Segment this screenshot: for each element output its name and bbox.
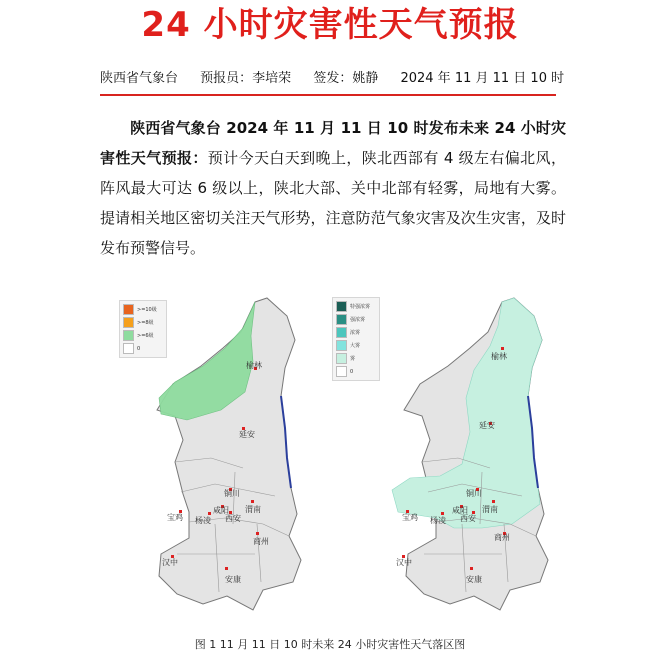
- city-label: 杨凌: [195, 516, 211, 525]
- city-label: 榆林: [246, 361, 262, 370]
- header-divider: [100, 94, 556, 96]
- legend-swatch: [336, 327, 347, 338]
- city-marker: [470, 567, 473, 570]
- legend-item: [123, 316, 163, 329]
- issue-info: [100, 70, 565, 88]
- city-label: 铜川: [224, 489, 240, 498]
- legend-item: [123, 329, 163, 342]
- legend-item: [336, 339, 376, 352]
- forecast-body: 预计今天白天到晚上，陕北西部有 4 级左右偏北风，阵风最大可达 6 级以上，陕北大部、关中北部有轻雾，局地有大雾。提请相关地区密切关注天气形势，注意防范气象灾害及次生灾害，及时发布预警信号。: [100, 149, 566, 257]
- city-label: 西安: [460, 514, 476, 523]
- legend-label: 强浓雾: [350, 317, 366, 323]
- city-label: 杨凌: [430, 516, 446, 525]
- city-label: 榆林: [491, 352, 507, 361]
- legend-item: [123, 303, 163, 316]
- city-marker: [225, 567, 228, 570]
- legend-item: [336, 352, 376, 365]
- forecast-lead: 陕西省气象台 2024 年 11 月 11 日 10 时发布未来 24 小时灾害性天气预报：: [100, 119, 566, 167]
- legend-swatch: [123, 343, 134, 354]
- city-marker: [441, 512, 444, 515]
- legend-item: [336, 326, 376, 339]
- legend-label: 雾: [350, 356, 356, 362]
- city-marker: [501, 347, 504, 350]
- city-marker: [256, 532, 259, 535]
- city-label: 延安: [239, 430, 255, 439]
- city-label: 安康: [466, 575, 482, 584]
- city-label: 咸阳: [213, 506, 229, 515]
- legend-swatch: [123, 330, 134, 341]
- city-marker: [492, 500, 495, 503]
- page-title: 24 小时灾害性天气预报: [141, 5, 519, 45]
- legend-item: [336, 313, 376, 326]
- city-marker: [208, 512, 211, 515]
- legend-swatch: [336, 353, 347, 364]
- issue-time: 2024 年 11 月 11 日 10 时: [400, 71, 565, 86]
- wind-legend: [119, 300, 167, 358]
- legend-item: [336, 365, 376, 378]
- city-label: 商州: [253, 537, 269, 546]
- forecast-paragraph: [100, 113, 566, 263]
- approver-name: 签发：姚静: [313, 71, 379, 86]
- legend-label: 特强浓雾: [350, 304, 371, 310]
- city-label: 宝鸡: [402, 513, 418, 522]
- city-label: 商州: [494, 533, 510, 542]
- legend-item: [336, 300, 376, 313]
- legend-swatch: [336, 366, 347, 377]
- legend-item: [123, 342, 163, 355]
- fog-legend: [332, 297, 380, 381]
- legend-swatch: [123, 304, 134, 315]
- city-label: 渭南: [245, 505, 261, 514]
- city-label: 西安: [225, 514, 241, 523]
- city-label: 宝鸡: [167, 513, 183, 522]
- agency-name: 陕西省气象台: [100, 71, 179, 86]
- city-label: 汉中: [162, 558, 178, 567]
- legend-swatch: [123, 317, 134, 328]
- city-label: 铜川: [466, 489, 482, 498]
- legend-label: 0: [137, 345, 141, 352]
- legend-label: >=6级: [137, 333, 154, 339]
- legend-label: 0: [350, 368, 354, 375]
- legend-swatch: [336, 314, 347, 325]
- fog-map: [362, 292, 562, 617]
- legend-label: 浓雾: [350, 330, 361, 336]
- legend-label: >=8级: [137, 320, 154, 326]
- legend-label: 大雾: [350, 343, 361, 349]
- figure-caption: 图 1 11 月 11 日 10 时未来 24 小时灾害性天气落区图: [194, 638, 466, 651]
- legend-swatch: [336, 340, 347, 351]
- city-label: 渭南: [482, 505, 498, 514]
- forecaster-name: 预报员：李培荣: [200, 71, 292, 86]
- city-label: 安康: [225, 575, 241, 584]
- city-label: 咸阳: [452, 506, 468, 515]
- legend-label: >=10级: [137, 307, 157, 313]
- legend-swatch: [336, 301, 347, 312]
- city-label: 延安: [479, 421, 495, 430]
- city-marker: [251, 500, 254, 503]
- city-label: 汉中: [396, 558, 412, 567]
